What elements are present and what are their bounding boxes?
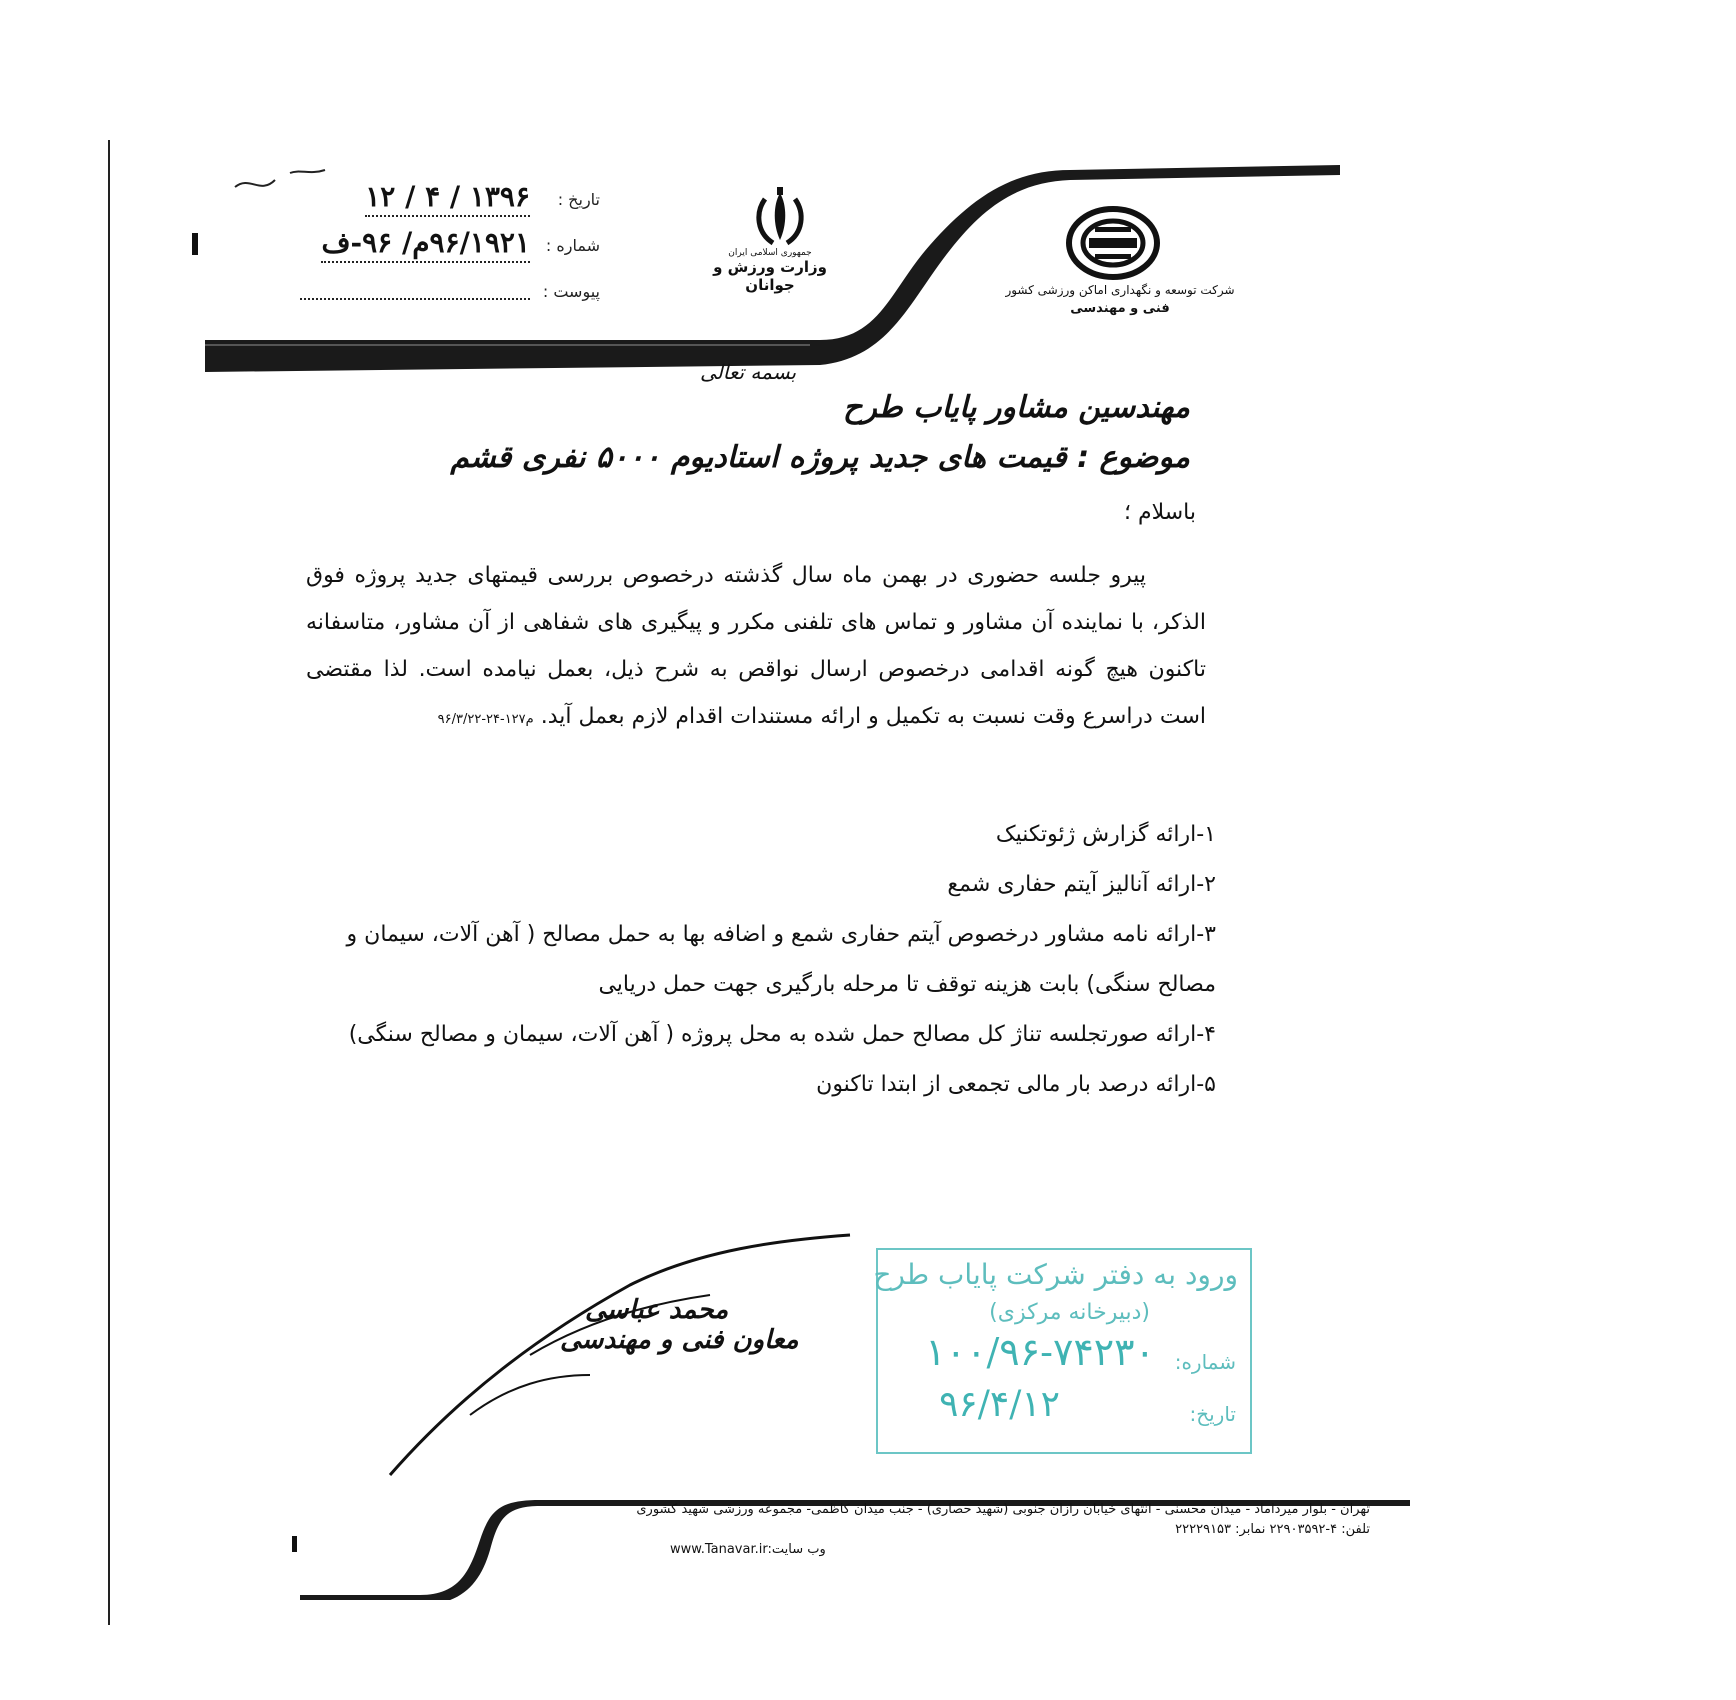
ministry-name: وزارت ورزش و جوانان [713, 258, 827, 294]
list-item: ۴-ارائه صورتجلسه تناژ کل مصالح حمل شده به محل پروژه ( آهن آلات، سیمان و مصالح سنگی) [348, 1022, 1216, 1047]
receipt-stamp [873, 1248, 1252, 1454]
addressee: مهندسین مشاور پایاب طرح [842, 390, 1190, 425]
date-value: ۱۳۹۶ / ۴ / ۱۲ [365, 180, 530, 217]
number-row [240, 226, 600, 272]
number-label: شماره : [545, 236, 600, 255]
attachment-label: پیوست : [542, 282, 600, 301]
org-block [990, 283, 1250, 316]
list-item: ۵-ارائه درصد بار مالی تجمعی از ابتدا تاکنون [816, 1072, 1216, 1097]
body-paragraph [306, 552, 1206, 743]
body-text: پیرو جلسه حضوری در بهمن ماه سال گذشته درخصوص بررسی قیمتهای جدید پروژه فوق الذکر، با نماینده آن مشاور و تماس های تلفنی مکرر و پیگیری های شفاهی از آن مشاور، متاسفانه تاکنون هیچ گونه اقدامی درخصوص ارسال نواقص به شرح ذیل، بعمل نیامده است. لذا مقتضی است دراسرع وقت نسبت به تکمیل و ارائه مستندات اقدام لازم بعمل آید. [306, 563, 1206, 729]
stamp-number-value: ۱۰۰/۹۶-۷۴۲۳۰ [925, 1330, 1155, 1374]
stamp-date-label: تاریخ: [1189, 1402, 1236, 1426]
gov-caption: جمهوری اسلامی ایران [728, 248, 812, 258]
footer-tick [292, 1536, 297, 1552]
date-label: تاریخ : [557, 190, 600, 209]
greeting: باسلام ؛ [1124, 500, 1196, 525]
header-meta [240, 180, 600, 318]
requirements-list [316, 810, 1216, 1110]
date-row [240, 180, 600, 226]
list-item: ۱-ارائه گزارش ژئوتکنیک [995, 822, 1216, 847]
stamp-number-label: شماره: [1174, 1350, 1236, 1374]
signer-title: معاون فنی و مهندسی [560, 1325, 799, 1355]
subject [450, 440, 1190, 475]
bismillah: بسمه تعالی [700, 360, 797, 384]
subject-text: موضوع : قیمت های جدید پروژه استادیوم ۵۰۰۰ نفری قشم [450, 440, 1190, 475]
letter-body [306, 552, 1206, 743]
footer-info [440, 1500, 1370, 1560]
list-item: ۳-ارائه نامه مشاور درخصوص آیتم حفاری شمع و اضافه بها به حمل مصالح ( آهن آلات، سیمان و مصالح سنگی) بابت هزینه توقف تا مرحله بارگیری جهت حمل دریایی [346, 922, 1216, 997]
reference-note: م۱۲۷-۲۴-۹۶/۳/۲۲ [437, 712, 534, 727]
signature-scribble [380, 1225, 860, 1485]
margin-tick [192, 233, 198, 255]
org-dept: فنی و مهندسی [1070, 301, 1170, 316]
ministry-block [690, 248, 850, 294]
attachment-row [240, 272, 600, 318]
stamp-title: ورود به دفتر شرکت پایاب طرح [873, 1258, 1238, 1291]
org-name: شرکت توسعه و نگهداری اماکن ورزشی کشور [1005, 283, 1235, 297]
attachment-blank [300, 298, 530, 300]
list-item: ۲-ارائه آنالیز آیتم حفاری شمع [947, 872, 1216, 897]
number-value: ۹۶/۱۹۲۱م/ ۹۶-ف [321, 226, 530, 263]
iran-emblem-icon [735, 185, 825, 255]
stamp-date-value: ۹۶/۴/۱۲ [939, 1384, 1060, 1425]
stamp-subtitle: (دبیرخانه مرکزی) [989, 1300, 1150, 1325]
footer-address: تهران - بلوار میرداماد - میدان محسنی - انتهای خیابان رازان جنوبی (شهید حصاری) - جنب میدان کاظمی- مجموعه ورزشی شهید کشوری [636, 1502, 1370, 1517]
org-logo-icon [1065, 205, 1161, 281]
footer-website: www.Tanavar.ir:وب سایت [670, 1542, 826, 1557]
footer-phones: تلفن: ۴-۲۲۹۰۳۵۹۲ نمابر: ۲۲۲۲۹۱۵۳ [1175, 1522, 1370, 1537]
signer-name: محمد عباسی [585, 1295, 729, 1325]
